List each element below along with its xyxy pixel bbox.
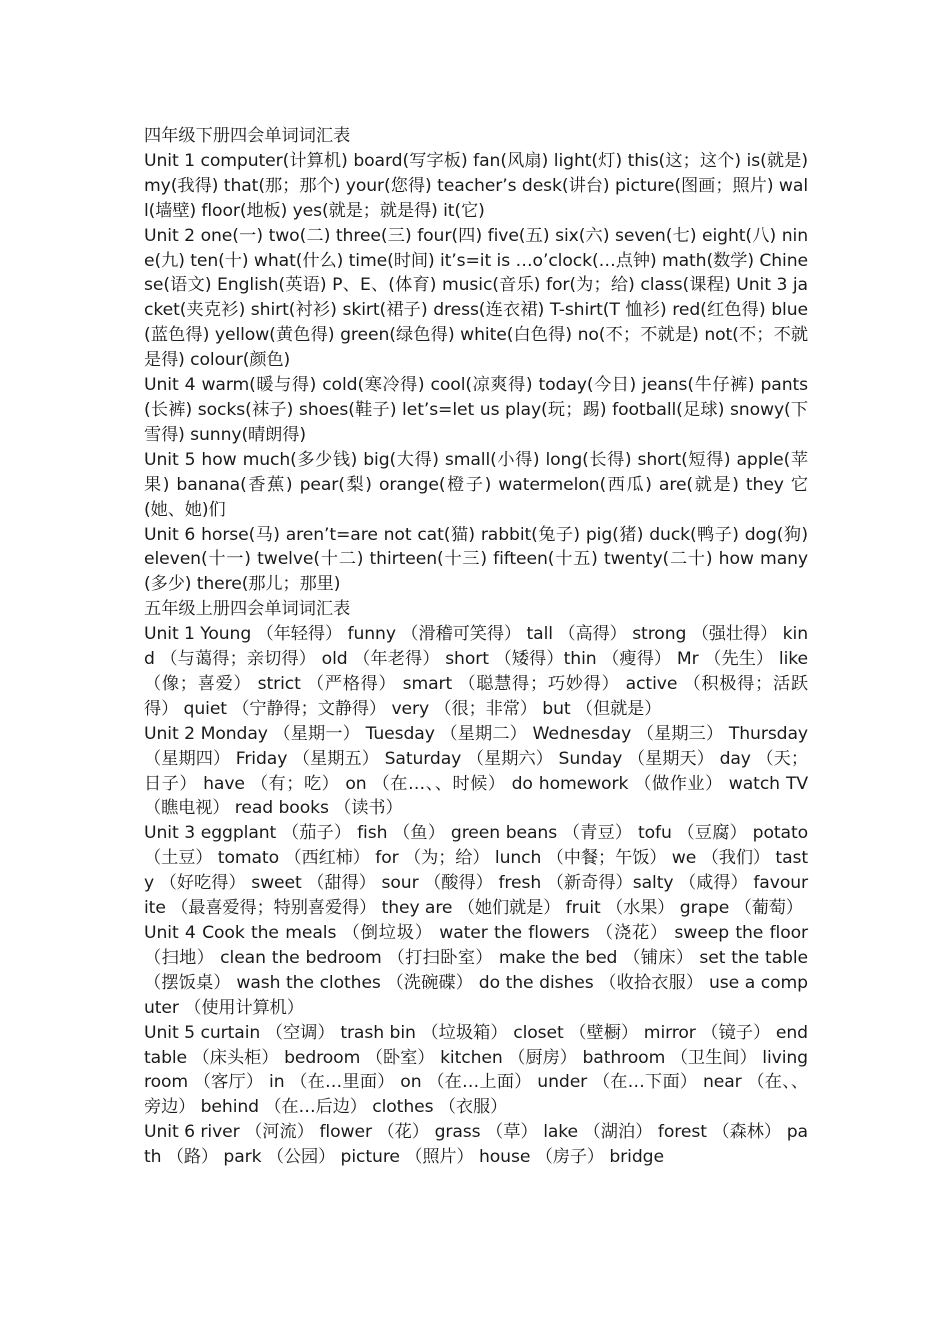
unit-paragraph: Unit 1 computer(计算机) board(写字板) fan(风扇) light(灯) this(这；这个) is(就是)my(我得) that(那；那个) your(您得) teacher’s desk(讲台) picture(图画；照片) wall(墙壁) floor(地板) yes(就是；就是得) it(它) (144, 150, 808, 221)
unit-paragraph: Unit 3 eggplant （茄子） fish （鱼） green beans （青豆） tofu （豆腐） potato （土豆） tomato （西红柿） for （为；给） lunch （中餐；午饭） we （我们） tasty （好吃得） sweet （甜得） sour （酸得） fresh （新奇得）salty （咸得） favourite （最喜爱得；特别喜爱得） they are （她们就是） fruit （水果） grape （葡萄） (144, 823, 808, 919)
unit-paragraph: Unit 5 how much(多少钱) big(大得) small(小得) long(长得) short(短得) apple(苹果) banana(香蕉) pear(梨) orange(橙子) watermelon(西瓜) are(就是) they 它(她、她)们 (144, 449, 809, 520)
unit-paragraph: Unit 2 Monday （星期一） Tuesday （星期二） Wednesday （星期三） Thursday （星期四） Friday （星期五） Saturday （星期六） Sunday （星期天） day （天；日子） have （有；吃） on （在…、、时候） do homework （做作业） watch TV （瞧电视） read books （读书） (144, 723, 808, 819)
unit-paragraph: Unit 4 Cook the meals （倒垃圾） water the flowers （浇花） sweep the floor （扫地） clean the bedroom （打扫卧室） make the bed （铺床） set the table （摆饭桌） wash the clothes （洗碗碟） do the dishes （收拾衣服） use a computer （使用计算机） (144, 923, 808, 1018)
unit-paragraph: Unit 2 one(一) two(二) three(三) four(四) five(五) six(六) seven(七) eight(八) nine(九) ten(十) what(什么) time(时间) it’s=it is …o’clock(…点钟) math(数学) Chinese(语文) English(英语) P、E、(体育) music(音乐) for(为；给) class(课程) Unit 3 jacket(夹克衫) shirt(衬衫) skirt(裙子) dress(连衣裙) T-shirt(T 恤衫) red(红色得) blue(蓝色得) yellow(黄色得) green(绿色得) white(白色得) no(不；不就是) not(不；不就是得) colour(颜色) (144, 225, 808, 371)
unit-paragraph: Unit 6 river （河流） flower （花） grass （草） lake （湖泊） forest （森林） path （路） park （公园） picture （照片） house （房子） bridge (144, 1122, 808, 1168)
unit-paragraph: Unit 4 warm(暖与得) cold(寒冷得) cool(凉爽得) today(今日) jeans(牛仔裤) pants(长裤) socks(袜子) shoes(鞋子) let’s=let us play(玩；踢) football(足球) snowy(下雪得) sunny(晴朗得) (144, 375, 808, 445)
section-heading-grade4: 四年级下册四会单词词汇表 (144, 126, 351, 146)
unit-paragraph: Unit 1 Young （年轻得） funny （滑稽可笑得） tall （高得） strong （强壮得） kind （与蔼得；亲切得） old （年老得） short （矮得）thin （瘦得） Mr （先生） like （像；喜爱） strict （严格得） smart （聪慧得；巧妙得） active （积极得；活跃得） quiet （宁静得；文静得） very （很；非常） but （但就是） (144, 624, 808, 719)
document-body (144, 124, 808, 1170)
unit-paragraph: Unit 6 horse(马) aren’t=are not cat(猫) rabbit(兔子) pig(猪) duck(鸭子) dog(狗) eleven(十一) twelve(十二) thirteen(十三) fifteen(十五) twenty(二十) how many(多少) there(那儿；那里) (144, 524, 808, 595)
section-heading-grade5: 五年级上册四会单词词汇表 (144, 599, 351, 620)
unit-paragraph: Unit 5 curtain （空调） trash bin （垃圾箱） closet （壁橱） mirror （镜子） end table （床头柜） bedroom （卧室） kitchen （厨房） bathroom （卫生间） living room （客厅） in （在…里面） on （在…上面） under （在…下面） near （在、、旁边） behind （在…后边） clothes （衣服） (144, 1022, 808, 1118)
